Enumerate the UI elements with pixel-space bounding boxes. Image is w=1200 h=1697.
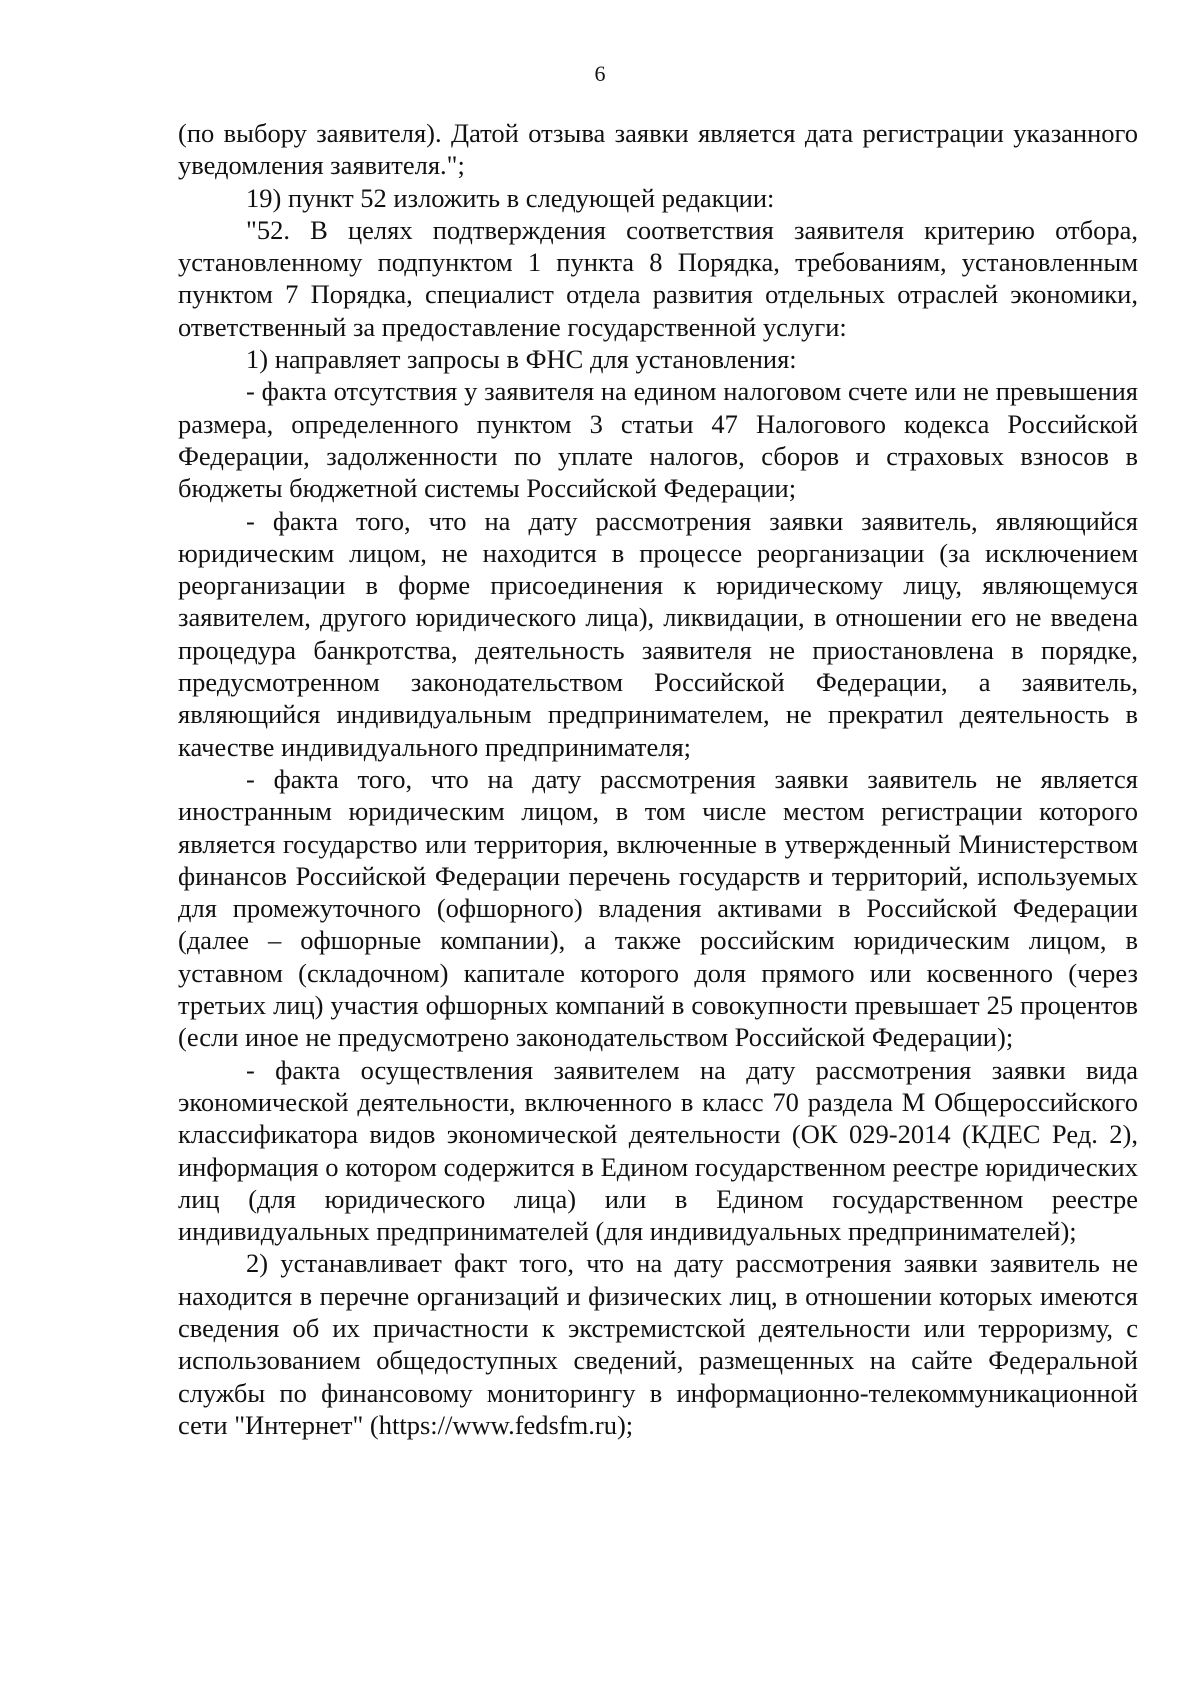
paragraph-point-52: "52. В целях подтверждения соответствия заявителя критерию отбора, установленному подпунктом 1 пункта 8 Порядка, требованиям, установленным пунктом 7 Порядка, специалист отдела развития отдельных отраслей экономики, ответственный за предоставление государственной услуги: — [178, 214, 1138, 342]
paragraph-subitem-1: 1) направляет запросы в ФНС для установления: — [246, 344, 797, 375]
paragraph-fact-activity-class: - факта осуществления заявителем на дату рассмотрения заявки вида экономической деятельности, включенного в класс 70 раздела М Общероссийского классификатора видов экономической деятельности (ОК 029-2014 (КДЕС Ред. 2), информация о котором содержится в Едином государственном реестре юридических лиц (для юридического лица) или в Едином государственном реестре индивидуальных предпринимателей (для индивидуальных предпринимателей); — [178, 1054, 1138, 1247]
paragraph-item-19: 19) пункт 52 изложить в следующей редакции: — [246, 182, 775, 213]
paragraph-fact-reorganization: - факта того, что на дату рассмотрения заявки заявитель, являющийся юридическим лицом, не находится в процессе реорганизации (за исключением реорганизации в форме присоединения к юридическому лицу, являющемуся заявителем, другого юридического лица), ликвидации, в отношении его не введена процедура банкротства, деятельность заявителя не приостановлена в порядке, предусмотренном законодательством Российской Федерации, а заявитель, являющийся индивидуальным предпринимателем, не прекратил деятельность в качестве индивидуального предпринимателя; — [178, 505, 1138, 762]
paragraph-fact-tax-debt: - факта отсутствия у заявителя на едином налоговом счете или не превышения размера, определенного пунктом 3 статьи 47 Налогового кодекса Российской Федерации, задолженности по уплате налогов, сборов и страховых взносов в бюджеты бюджетной системы Российской Федерации; — [178, 376, 1138, 504]
document-body — [178, 117, 1138, 1441]
paragraph-subitem-2: 2) устанавливает факт того, что на дату рассмотрения заявки заявитель не находится в перечне организаций и физических лиц, в отношении которых имеются сведения об их причастности к экстремистской деятельности или терроризму, с использованием общедоступных сведений, размещенных на сайте Федеральной службы по финансовому мониторингу в информационно-телекоммуникационной сети "Интернет" (https://www.fedsfm.ru); — [178, 1248, 1138, 1440]
paragraph-fact-offshore: - факта того, что на дату рассмотрения заявки заявитель не является иностранным юридическим лицом, в том числе местом регистрации которого является государство или территория, включенные в утвержденный Министерством финансов Российской Федерации перечень государств и территорий, используемых для промежуточного (офшорного) владения активами в Российской Федерации (далее – офшорные компании), а также российским юридическим лицом, в уставном (складочном) капитале которого доля прямого или косвенного (через третьих лиц) участия офшорных компаний в совокупности превышает 25 процентов (если иное не предусмотрено законодательством Российской Федерации); — [178, 763, 1138, 1053]
paragraph-continuation: (по выбору заявителя). Датой отзыва заявки является дата регистрации указанного уведомления заявителя."; — [178, 118, 1138, 181]
page-number: 6 — [594, 61, 606, 86]
